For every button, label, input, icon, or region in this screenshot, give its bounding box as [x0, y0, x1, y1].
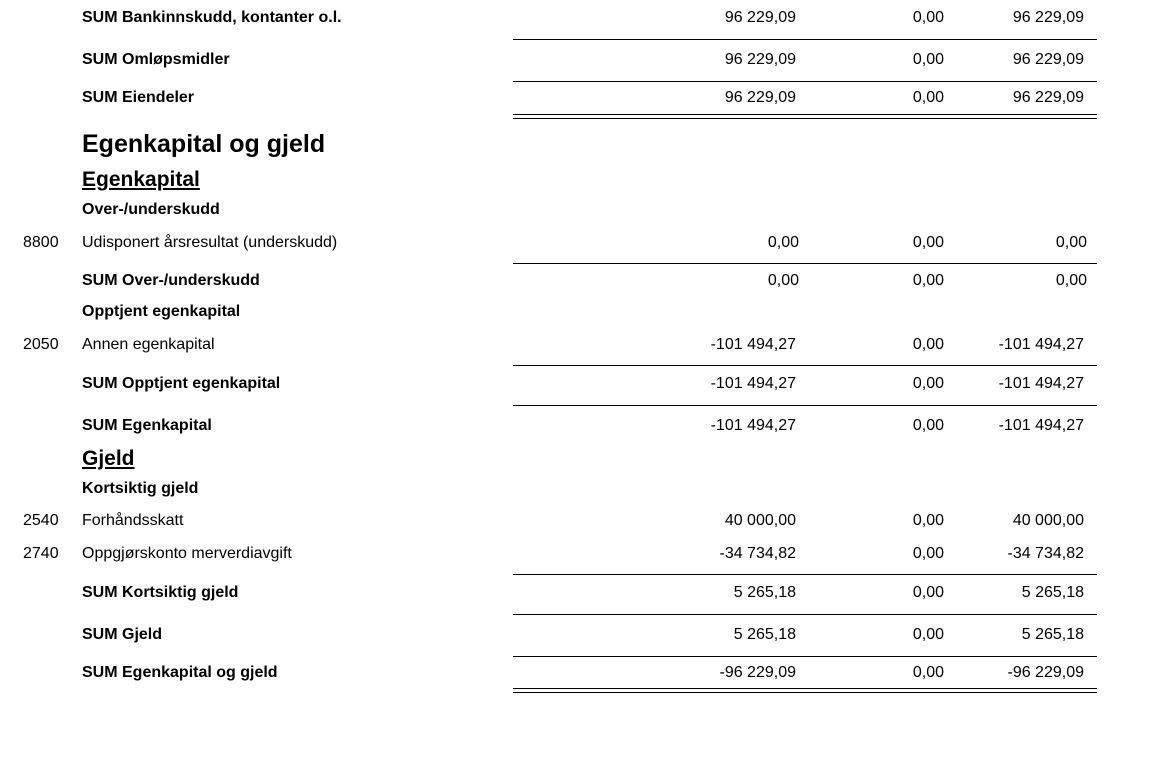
divider — [513, 574, 1097, 575]
value-col1: 96 229,09 — [724, 89, 796, 106]
value-col3: 0,00 — [1055, 272, 1087, 289]
value-col3: 5 265,18 — [1021, 626, 1084, 643]
row-label: SUM Over-/underskudd — [82, 272, 260, 289]
row-label: SUM Opptjent egenkapital — [82, 375, 281, 392]
value-col3: -34 734,82 — [1007, 545, 1084, 562]
account-row-2050 — [0, 336, 1158, 360]
divider — [513, 614, 1097, 615]
sum-row-over-underskudd — [0, 272, 1158, 296]
value-col1: 96 229,09 — [724, 9, 796, 26]
value-col2: 0,00 — [912, 9, 944, 26]
value-col3: -101 494,27 — [998, 336, 1084, 353]
value-col1: 40 000,00 — [724, 512, 796, 529]
value-col2: 0,00 — [912, 89, 944, 106]
value-col2: 0,00 — [912, 512, 944, 529]
value-col3: -101 494,27 — [998, 417, 1084, 434]
value-col3: -101 494,27 — [998, 375, 1084, 392]
account-row-2740 — [0, 545, 1158, 569]
row-label: SUM Kortsiktig gjeld — [82, 584, 239, 601]
row-label: SUM Egenkapital og gjeld — [82, 664, 278, 681]
sum-row-eiendeler — [0, 89, 1158, 113]
value-col2: 0,00 — [912, 51, 944, 68]
debt-heading: Gjeld — [82, 447, 135, 470]
value-col3: 40 000,00 — [1012, 512, 1084, 529]
row-label: SUM Egenkapital — [82, 417, 212, 434]
value-col2: 0,00 — [912, 234, 944, 251]
value-col1: 5 265,18 — [733, 626, 796, 643]
value-col2: 0,00 — [912, 417, 944, 434]
group-title-opptjent-egenkapital: Opptjent egenkapital — [82, 303, 241, 320]
value-col1: -101 494,27 — [710, 417, 796, 434]
row-label: SUM Eiendeler — [82, 89, 195, 106]
account-label: Annen egenkapital — [82, 336, 215, 353]
value-col2: 0,00 — [912, 336, 944, 353]
value-col3: 96 229,09 — [1012, 9, 1084, 26]
divider — [513, 39, 1097, 40]
value-col1: 0,00 — [767, 234, 799, 251]
double-divider — [513, 688, 1097, 693]
account-code: 8800 — [23, 234, 59, 251]
value-col2: 0,00 — [912, 272, 944, 289]
group-title-over-underskudd: Over-/underskudd — [82, 201, 220, 218]
row-label: SUM Bankinnskudd, kontanter o.l. — [82, 9, 342, 26]
value-col1: -101 494,27 — [710, 336, 796, 353]
value-col3: 5 265,18 — [1021, 584, 1084, 601]
account-label: Forhåndsskatt — [82, 512, 184, 529]
sum-row-bankinnskudd — [0, 9, 1158, 33]
sum-row-egenkapital-og-gjeld — [0, 664, 1158, 688]
value-col3: 96 229,09 — [1012, 51, 1084, 68]
section-title: Egenkapital og gjeld — [82, 130, 326, 158]
double-divider — [513, 114, 1097, 119]
value-col3: -96 229,09 — [1007, 664, 1084, 681]
account-code: 2540 — [23, 512, 59, 529]
value-col1: 96 229,09 — [724, 51, 796, 68]
value-col1: 0,00 — [767, 272, 799, 289]
value-col2: 0,00 — [912, 664, 944, 681]
value-col3: 96 229,09 — [1012, 89, 1084, 106]
value-col2: 0,00 — [912, 584, 944, 601]
divider — [513, 365, 1097, 366]
sum-row-opptjent-egenkapital — [0, 375, 1158, 399]
value-col1: 5 265,18 — [733, 584, 796, 601]
value-col3: 0,00 — [1055, 234, 1087, 251]
account-row-2540 — [0, 512, 1158, 536]
value-col1: -96 229,09 — [719, 664, 796, 681]
divider — [513, 81, 1097, 82]
divider — [513, 405, 1097, 406]
value-col2: 0,00 — [912, 375, 944, 392]
account-row-8800 — [0, 234, 1158, 258]
divider — [513, 263, 1097, 264]
value-col2: 0,00 — [912, 545, 944, 562]
account-code: 2050 — [23, 336, 59, 353]
account-code: 2740 — [23, 545, 59, 562]
account-label: Oppgjørskonto merverdiavgift — [82, 545, 292, 562]
sum-row-kortsiktig-gjeld — [0, 584, 1158, 608]
row-label: SUM Omløpsmidler — [82, 51, 230, 68]
equity-heading: Egenkapital — [82, 168, 200, 191]
divider — [513, 656, 1097, 657]
sum-row-gjeld — [0, 626, 1158, 650]
sum-row-egenkapital — [0, 417, 1158, 441]
row-label: SUM Gjeld — [82, 626, 163, 643]
account-label: Udisponert årsresultat (underskudd) — [82, 234, 338, 251]
value-col1: -34 734,82 — [719, 545, 796, 562]
value-col1: -101 494,27 — [710, 375, 796, 392]
value-col2: 0,00 — [912, 626, 944, 643]
sum-row-omlopsmidler — [0, 51, 1158, 75]
group-title-kortsiktig-gjeld: Kortsiktig gjeld — [82, 480, 199, 497]
